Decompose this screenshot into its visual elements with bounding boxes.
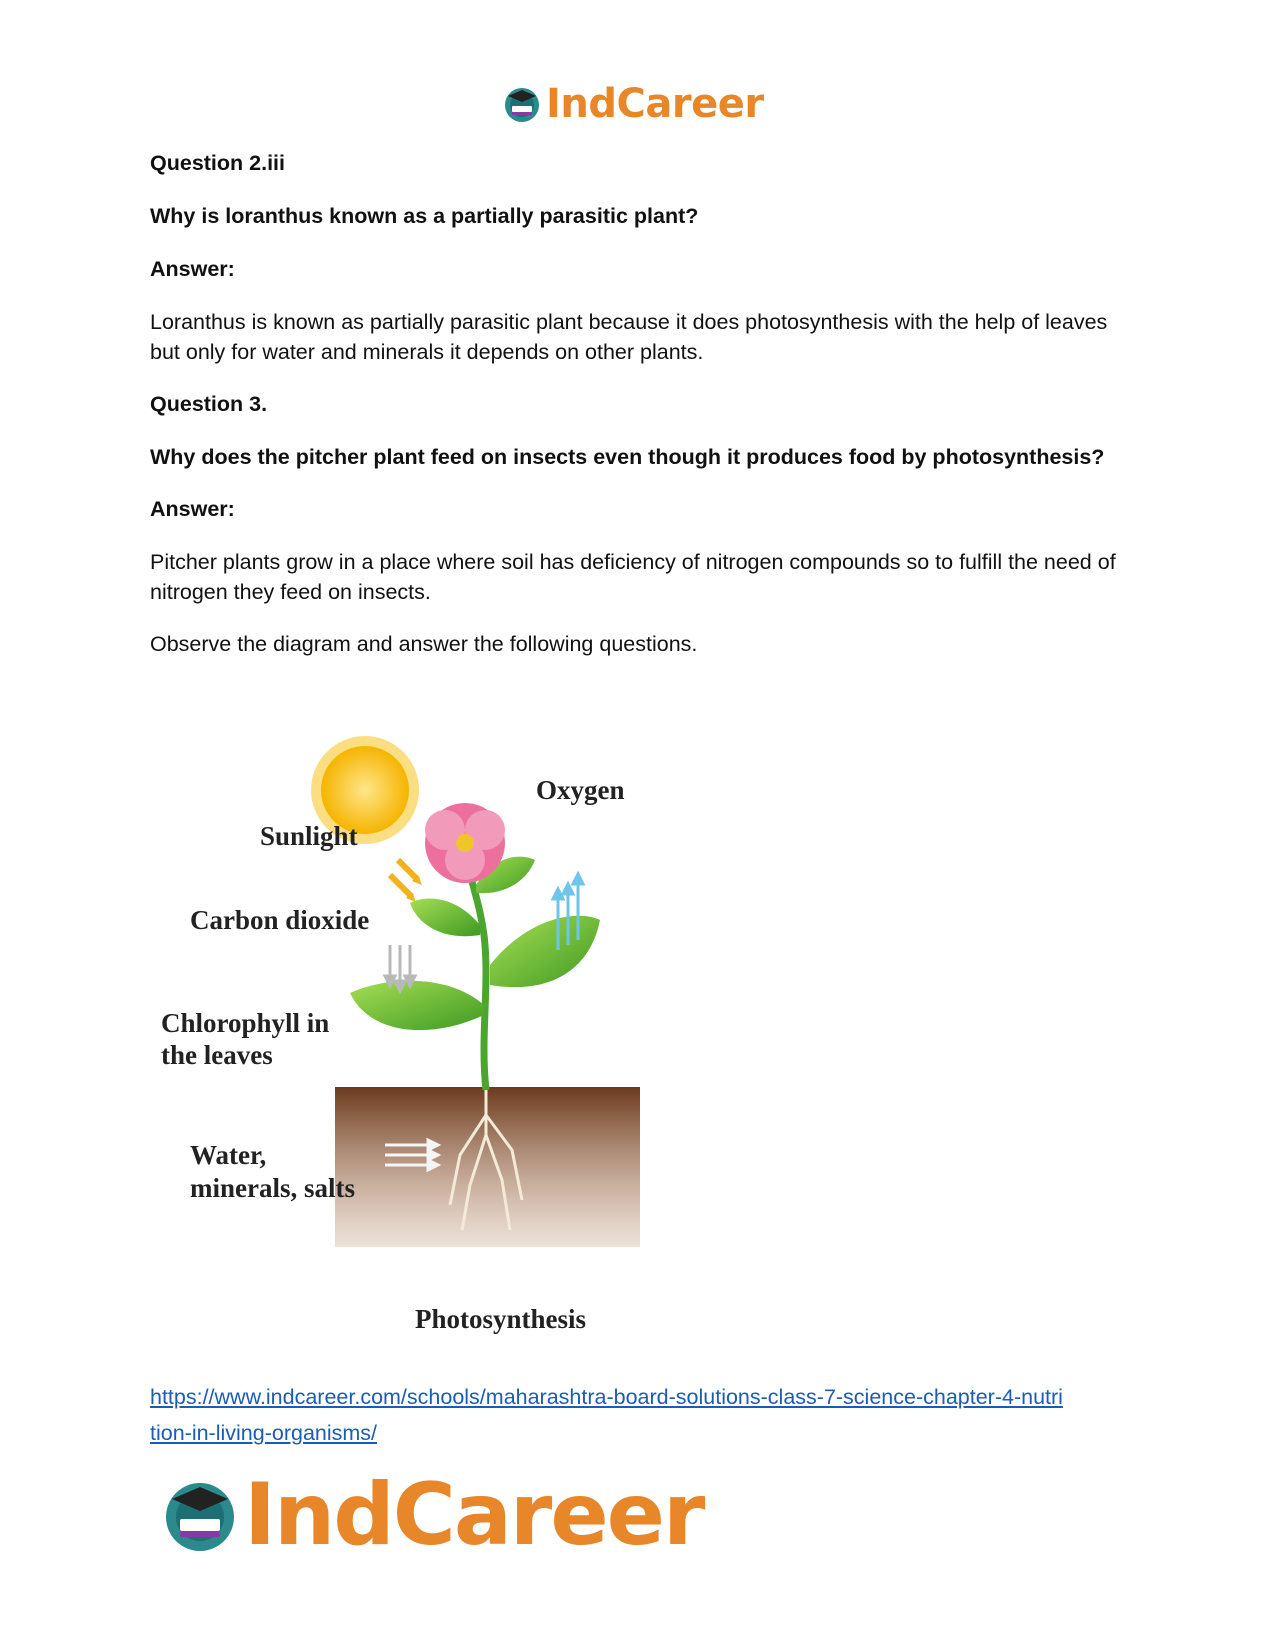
question-heading: Question 3. [150, 392, 268, 416]
flower-icon [425, 803, 505, 883]
logo-wordmark: IndCareer [244, 1465, 704, 1565]
answer-heading: Answer: [150, 257, 235, 281]
label-water-line-2: minerals, salts [190, 1173, 355, 1203]
answer-text: Pitcher plants grow in a place where soil has deficiency of nitrogen compounds so to fulfill the need of nitrogen they feed on insects. [150, 550, 1116, 604]
question-text: Why does the pitcher plant feed on insects even though it produces food by photosynthesis? [150, 445, 1105, 469]
bottom-logo [160, 1465, 704, 1565]
label-oxygen: Oxygen [536, 775, 625, 805]
photosynthesis-diagram [150, 735, 650, 1375]
label-chlorophyll-line-2: the leaves [161, 1040, 273, 1070]
document-body [150, 148, 1130, 659]
label-carbon-dioxide: Carbon dioxide [190, 905, 370, 935]
top-logo [502, 80, 764, 128]
label-chlorophyll-line-1: Chlorophyll in [161, 1008, 330, 1038]
logo-globe-icon [160, 1475, 240, 1555]
question-text: Why is loranthus known as a partially parasitic plant? [150, 204, 699, 228]
source-link-block [150, 1379, 1150, 1451]
instruction-text: Observe the diagram and answer the following questions. [150, 632, 698, 656]
label-water-line-1: Water, [190, 1140, 267, 1170]
diagram-caption: Photosynthesis [415, 1304, 587, 1334]
answer-heading: Answer: [150, 497, 235, 521]
answer-text: Loranthus is known as partially parasitic plant because it does photosynthesis with the help of leaves but only for water and minerals it depends on other plants. [150, 310, 1108, 364]
question-heading: Question 2.iii [150, 151, 285, 175]
source-link-line-2[interactable]: tion-in-living-organisms/ [150, 1421, 378, 1445]
source-link-line-1[interactable]: https://www.indcareer.com/schools/maharashtra-board-solutions-class-7-science-chapter-4-nutri [150, 1385, 1063, 1409]
logo-wordmark: IndCareer [546, 81, 764, 127]
logo-globe-icon [502, 84, 542, 124]
label-sunlight: Sunlight [260, 821, 358, 851]
